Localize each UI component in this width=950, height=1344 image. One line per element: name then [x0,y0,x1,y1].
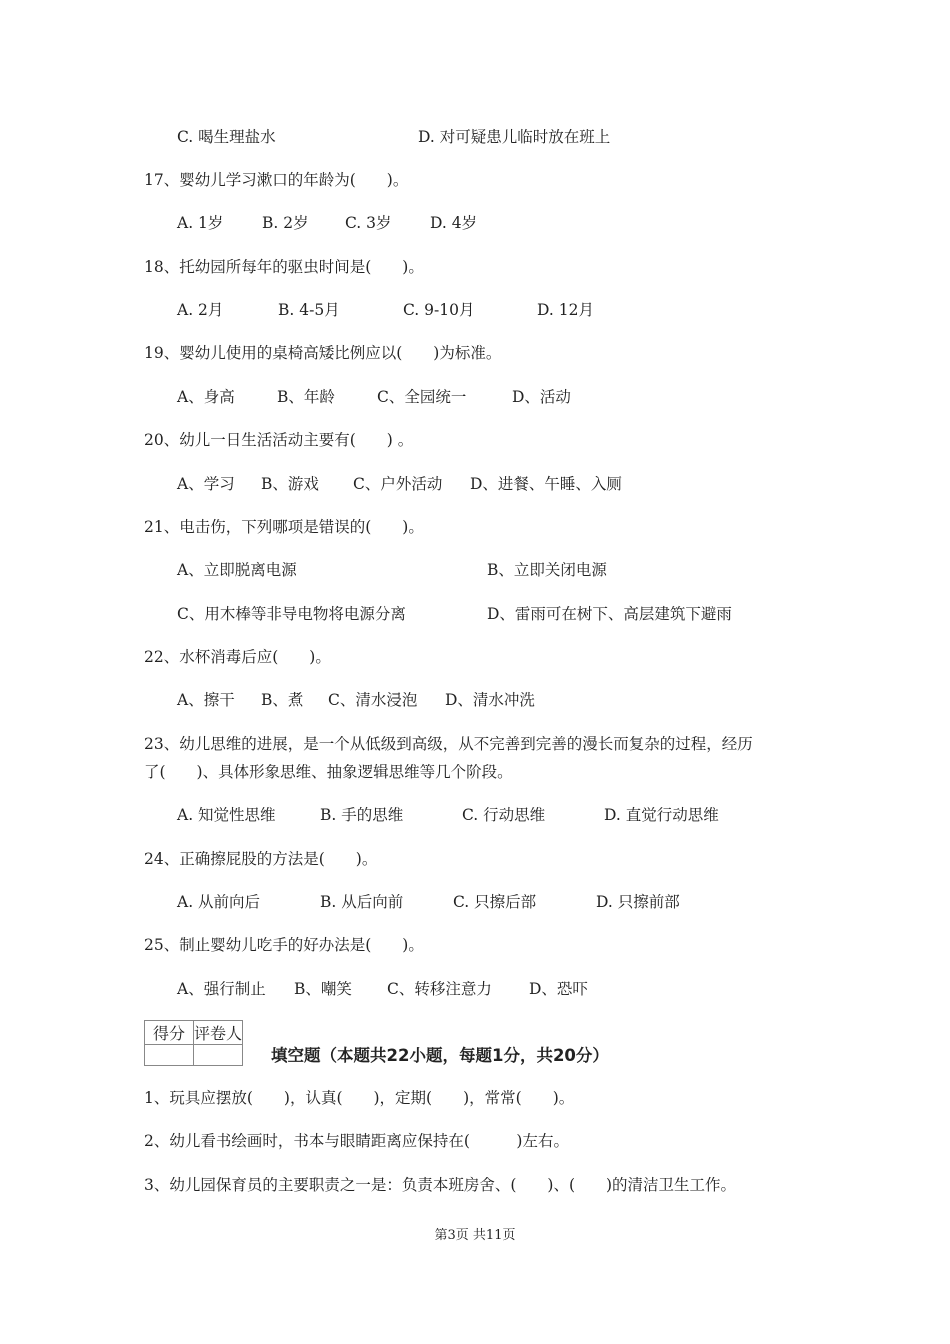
question-17-stem: 17、婴幼儿学习漱口的年龄为( )。 [144,171,409,189]
fill-question-2: 2、幼儿看书绘画时，书本与眼睛距离应保持在( )左右。 [144,1132,569,1150]
q22-option-c: C、清水浸泡 [328,691,418,709]
q20-option-a: A、学习 [177,475,235,493]
q18-option-c: C. 9-10月 [403,301,475,319]
q25-option-d: D、恐吓 [529,980,588,998]
q19-option-b: B、年龄 [277,388,335,406]
question-23-stem-line1: 23、幼儿思维的进展，是一个从低级到高级，从不完善到完善的漫长而复杂的过程，经历 [144,735,753,753]
q19-option-c: C、全园统一 [377,388,467,406]
question-22-stem: 22、水杯消毒后应( )。 [144,648,331,666]
q25-option-b: B、嘲笑 [294,980,352,998]
q20-option-c: C、户外活动 [353,475,443,493]
q19-option-d: D、活动 [512,388,571,406]
q24-option-c: C. 只擦后部 [453,893,537,911]
q17-option-b: B. 2岁 [262,214,309,232]
q17-option-c: C. 3岁 [345,214,392,232]
question-18-stem: 18、托幼园所每年的驱虫时间是( )。 [144,258,424,276]
q17-option-a: A. 1岁 [177,214,224,232]
score-cell [145,1045,194,1066]
q21-option-a: A、立即脱离电源 [177,561,297,579]
q20-option-d: D、进餐、午睡、入厕 [470,475,622,493]
q24-option-b: B. 从后向前 [320,893,404,911]
q21-option-d: D、雷雨可在树下、高层建筑下避雨 [487,605,732,623]
q19-option-a: A、身高 [177,388,235,406]
question-23-stem-line2: 了( )、具体形象思维、抽象逻辑思维等几个阶段。 [144,763,513,781]
q23-option-b: B. 手的思维 [320,806,404,824]
grader-cell [194,1045,243,1066]
q24-option-d: D. 只擦前部 [596,893,680,911]
q18-option-b: B. 4-5月 [278,301,340,319]
question-20-stem: 20、幼儿一日生活活动主要有( ) 。 [144,431,414,449]
score-label: 得分 [145,1021,194,1045]
q18-option-a: A. 2月 [177,301,224,319]
q25-option-a: A、强行制止 [177,980,266,998]
q18-option-d: D. 12月 [537,301,594,319]
score-table [144,1020,243,1066]
q25-option-c: C、转移注意力 [387,980,492,998]
q17-option-d: D. 4岁 [430,214,478,232]
q16-option-c: C. 喝生理盐水 [177,128,276,146]
q16-option-d: D. 对可疑患儿临时放在班上 [418,128,611,146]
q20-option-b: B、游戏 [261,475,319,493]
question-24-stem: 24、正确擦屁股的方法是( )。 [144,850,378,868]
q23-option-d: D. 直觉行动思维 [604,806,719,824]
q24-option-a: A. 从前向后 [177,893,261,911]
fill-question-3: 3、幼儿园保育员的主要职责之一是：负责本班房舍、( )、( )的清洁卫生工作。 [144,1176,737,1194]
fill-question-1: 1、玩具应摆放( )，认真( )，定期( )，常常( )。 [144,1089,575,1107]
question-25-stem: 25、制止婴幼儿吃手的好办法是( )。 [144,936,424,954]
q23-option-a: A. 知觉性思维 [177,806,276,824]
question-21-stem: 21、电击伤，下列哪项是错误的( )。 [144,518,424,536]
q21-option-c: C、用木棒等非导电物将电源分离 [177,605,406,623]
q22-option-d: D、清水冲洗 [445,691,535,709]
q22-option-a: A、擦干 [177,691,235,709]
q23-option-c: C. 行动思维 [462,806,546,824]
page-footer: 第3页 共11页 [434,1228,516,1243]
q21-option-b: B、立即关闭电源 [487,561,607,579]
q22-option-b: B、煮 [261,691,304,709]
section-title: 填空题（本题共22小题，每题1分，共20分） [271,1046,609,1065]
grader-label: 评卷人 [194,1021,243,1045]
question-19-stem: 19、婴幼儿使用的桌椅高矮比例应以( )为标准。 [144,344,502,362]
